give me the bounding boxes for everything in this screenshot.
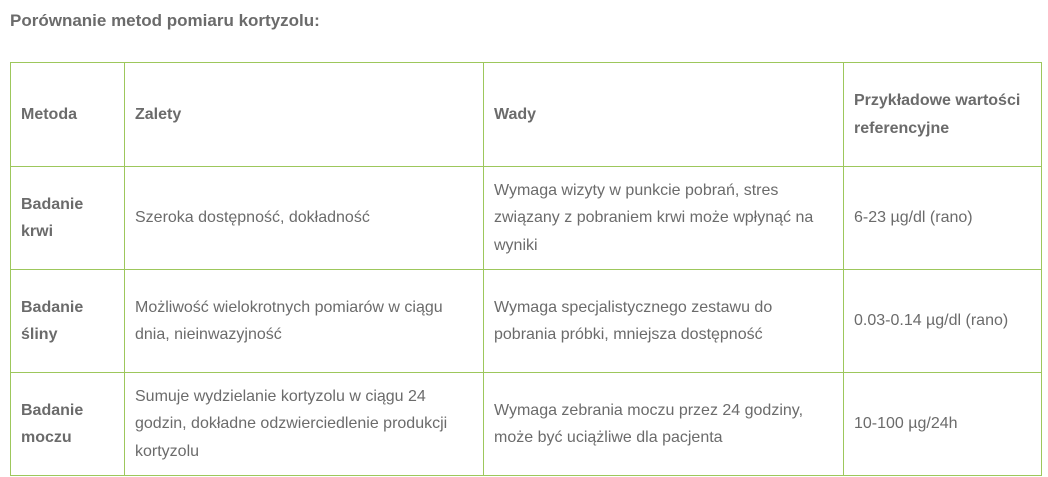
table-row <box>11 270 1042 373</box>
cell-disadvantages: Wymaga wizyty w punkcie pobrań, stres związany z pobraniem krwi może wpłynąć na wyniki <box>484 167 844 270</box>
page-heading: Porównanie metod pomiaru kortyzolu: <box>10 11 320 30</box>
cell-reference-values: 10-100 µg/24h <box>844 373 1042 476</box>
table-row <box>11 373 1042 476</box>
cell-reference-values: 6-23 µg/dl (rano) <box>844 167 1042 270</box>
cell-method: Badanie krwi <box>11 167 125 270</box>
table-row <box>11 167 1042 270</box>
cell-disadvantages: Wymaga zebrania moczu przez 24 godziny, może być uciążliwe dla pacjenta <box>484 373 844 476</box>
cell-reference-values: 0.03-0.14 µg/dl (rano) <box>844 270 1042 373</box>
cell-advantages: Sumuje wydzielanie kortyzolu w ciągu 24 godzin, dokładne odzwierciedlenie produkcji kortyzolu <box>125 373 484 476</box>
comparison-table <box>10 62 1042 476</box>
cell-advantages: Szeroka dostępność, dokładność <box>125 167 484 270</box>
cell-method: Badanie śliny <box>11 270 125 373</box>
cell-method: Badanie moczu <box>11 373 125 476</box>
cell-disadvantages: Wymaga specjalistycznego zestawu do pobrania próbki, mniejsza dostępność <box>484 270 844 373</box>
table-header-row <box>11 63 1042 167</box>
header-reference-values: Przykładowe wartości referencyjne <box>844 63 1042 167</box>
header-disadvantages: Wady <box>484 63 844 167</box>
header-method: Metoda <box>11 63 125 167</box>
header-advantages: Zalety <box>125 63 484 167</box>
cell-advantages: Możliwość wielokrotnych pomiarów w ciągu dnia, nieinwazyjność <box>125 270 484 373</box>
